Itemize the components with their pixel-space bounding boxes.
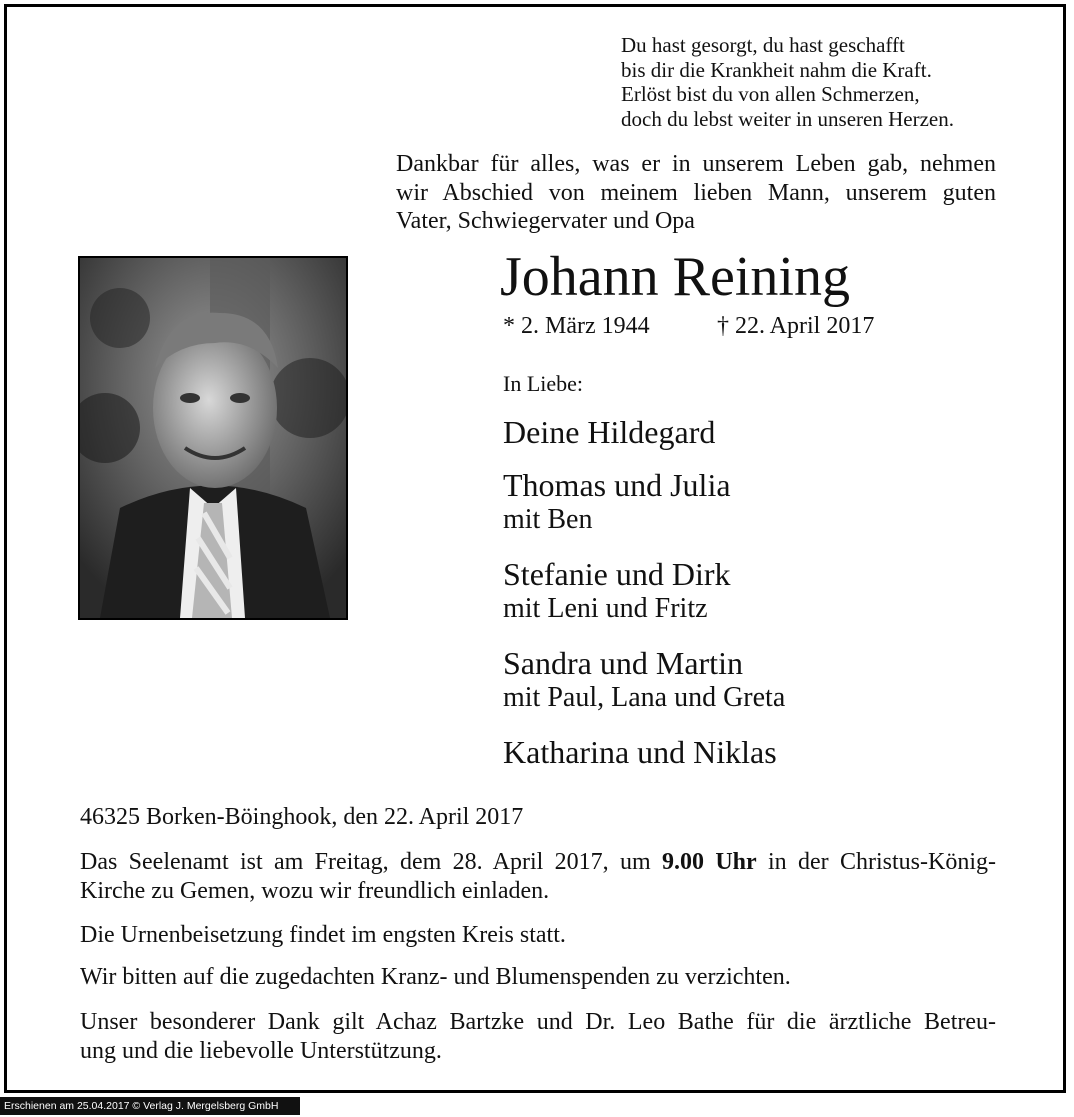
birth-date: * 2. März 1944 [503, 313, 650, 339]
poem-line: Erlöst bist du von allen Schmerzen, [621, 82, 920, 106]
family-main: Sandra und Martin [503, 645, 743, 681]
family-sub: mit Ben [503, 504, 593, 535]
service-line-1 [80, 848, 996, 877]
thanks-line-2: ung und die liebevolle Unterstützung. [80, 1037, 442, 1064]
death-date: † 22. April 2017 [717, 313, 875, 339]
poem [621, 33, 954, 131]
intro-line: Vater, Schwiegervater und Opa [396, 208, 695, 234]
intro-line: Dankbar für alles, was er in unserem Leben gab, nehmen [396, 151, 996, 177]
family-group [503, 645, 785, 715]
family-heading: In Liebe: [503, 371, 584, 396]
service-text: Das Seelenamt ist am Freitag, dem 28. April 2017, um [80, 849, 651, 875]
burial-info [80, 921, 996, 950]
family-main: Deine Hildegard [503, 414, 716, 450]
intro-text [396, 150, 996, 236]
family-group [503, 734, 777, 770]
family-main: Katharina und Niklas [503, 734, 777, 770]
family-sub: mit Leni und Fritz [503, 593, 708, 624]
place-date-text: 46325 Borken-Böinghook, den 22. April 2017 [80, 804, 524, 830]
family-group [503, 556, 731, 626]
poem-line: doch du lebst weiter in unseren Herzen. [621, 106, 954, 131]
family-group [503, 467, 731, 537]
intro-line: wir Abschied von meinem lieben Mann, unserem guten [396, 179, 996, 206]
publication-footer: Erschienen am 25.04.2017 © Verlag J. Mergelsberg GmbH [0, 1097, 300, 1115]
flowers-text: Wir bitten auf die zugedachten Kranz- und Blumenspenden zu verzichten. [80, 964, 791, 990]
place-date [80, 803, 996, 832]
thanks-line-1: Unser besonderer Dank gilt Achaz Bartzke und Dr. Leo Bathe für die ärztliche Betreu- [80, 1009, 996, 1035]
thanks-info [80, 1008, 996, 1065]
service-text: in der Christus-König- [768, 849, 996, 875]
poem-line: bis dir die Krankheit nahm die Kraft. [621, 57, 932, 82]
deceased-name: Johann Reining [500, 246, 850, 308]
service-line-2: Kirche zu Gemen, wozu wir freundlich einladen. [80, 877, 550, 904]
portrait-photo [78, 256, 348, 620]
family-group [503, 414, 715, 450]
family-main: Stefanie und Dirk [503, 556, 731, 592]
service-info [80, 848, 996, 905]
poem-line: Du hast gesorgt, du hast geschafft [621, 33, 905, 57]
service-time: 9.00 Uhr [661, 849, 757, 875]
family-main: Thomas und Julia [503, 467, 731, 503]
family-sub: mit Paul, Lana und Greta [503, 682, 786, 713]
portrait-illustration [80, 258, 346, 618]
flowers-info [80, 963, 996, 992]
burial-text: Die Urnenbeisetzung findet im engsten Kreis statt. [80, 922, 566, 948]
